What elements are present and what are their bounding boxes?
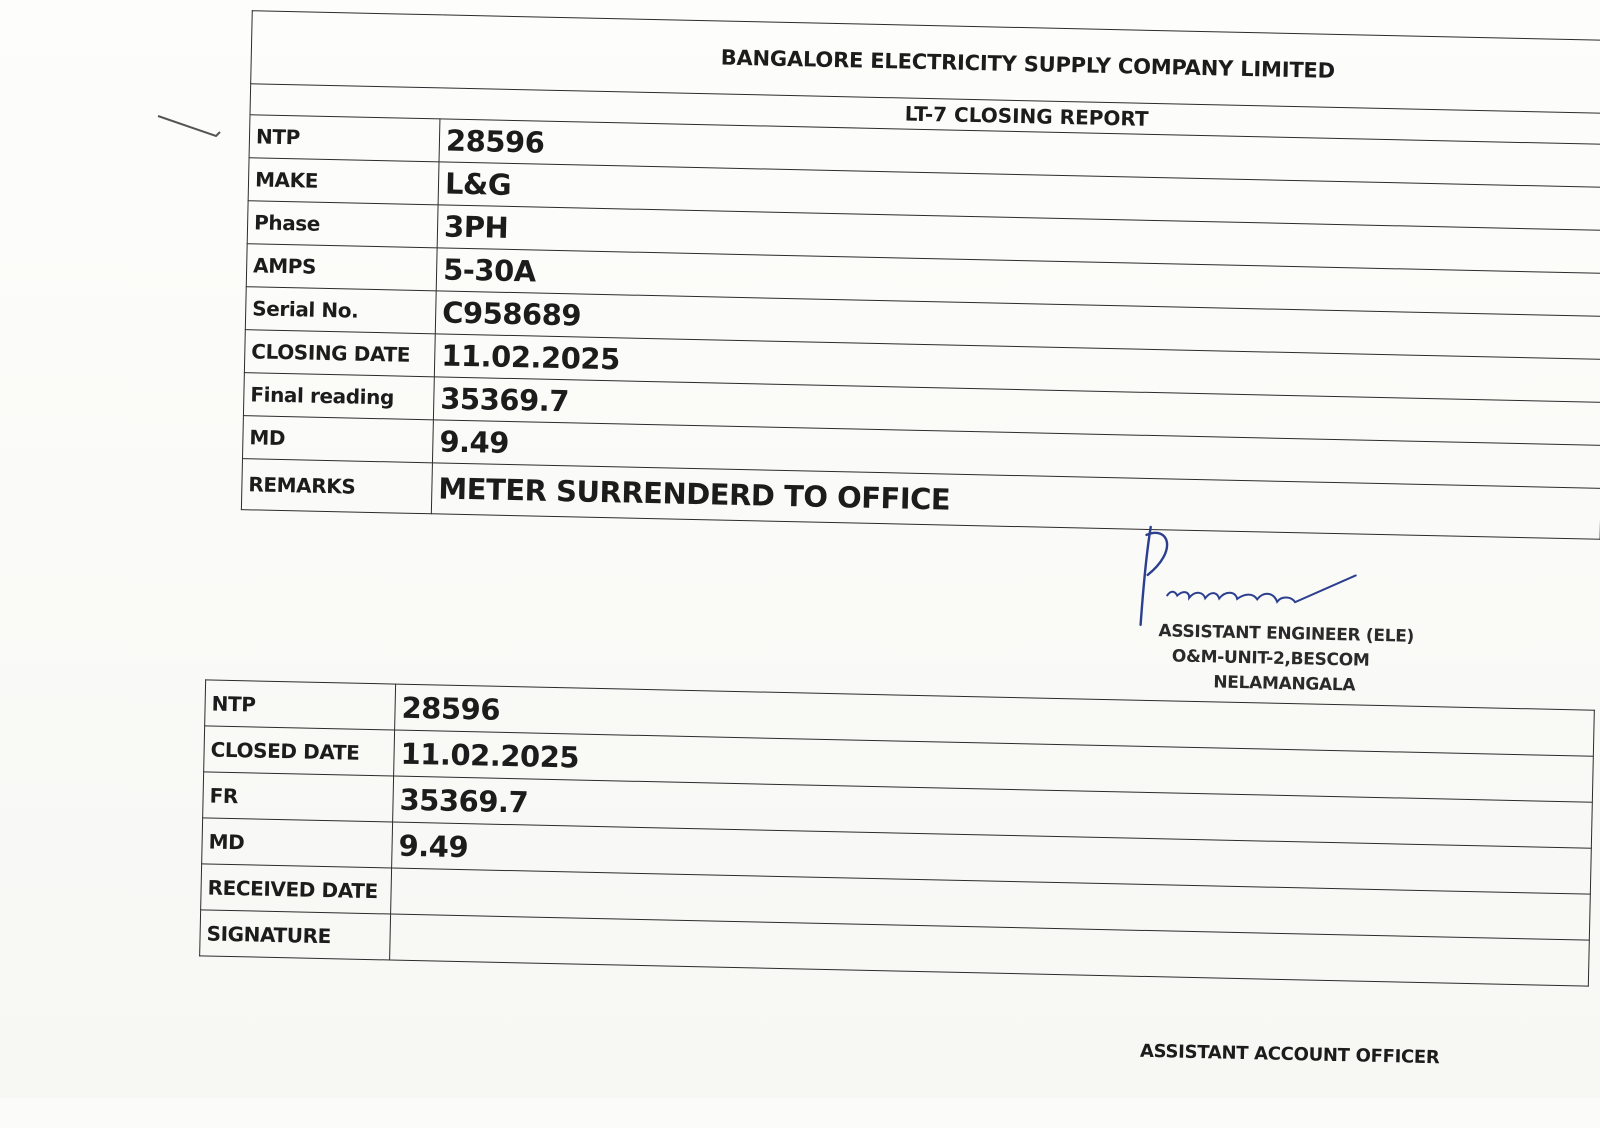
designation-location: NELAMANGALA xyxy=(1213,672,1356,696)
field-value: L&G xyxy=(438,162,1600,230)
designation-unit: O&M-UNIT-2,BESCOM xyxy=(1171,646,1370,671)
closing-report-table xyxy=(241,10,1600,540)
acknowledgement-table xyxy=(199,679,1595,986)
field-value: 11.02.2025 xyxy=(394,730,1594,802)
field-label: Phase xyxy=(247,201,438,248)
field-value: C958689 xyxy=(435,291,1600,359)
field-value: 9.49 xyxy=(392,822,1592,894)
field-label: MD xyxy=(202,818,393,868)
field-label: NTP xyxy=(249,115,440,162)
report-title: LT-7 CLOSING REPORT xyxy=(250,84,1600,145)
field-value: METER SURRENDERD TO OFFICE xyxy=(431,463,1600,539)
field-label: Serial No. xyxy=(245,287,436,334)
field-label: REMARKS xyxy=(241,459,432,514)
field-label: FR xyxy=(203,772,394,822)
field-value: 35369.7 xyxy=(433,377,1600,445)
field-value: 11.02.2025 xyxy=(434,334,1600,402)
field-label: SIGNATURE xyxy=(200,910,391,960)
signature-block xyxy=(1135,525,1439,712)
field-value: 28596 xyxy=(395,684,1595,756)
field-label: MAKE xyxy=(248,158,439,205)
field-value: 3PH xyxy=(437,205,1600,273)
field-label: AMPS xyxy=(246,244,437,291)
field-value: 28596 xyxy=(439,119,1600,187)
field-label: RECEIVED DATE xyxy=(201,864,392,914)
field-label: MD xyxy=(242,416,433,463)
company-name: BANGALORE ELECTRICITY SUPPLY COMPANY LIMITED xyxy=(251,11,1600,114)
account-officer-label: ASSISTANT ACCOUNT OFFICER xyxy=(1139,1040,1440,1069)
field-label: NTP xyxy=(205,680,396,730)
field-value: 35369.7 xyxy=(393,776,1593,848)
field-label: CLOSING DATE xyxy=(244,330,435,377)
field-value: 5-30A xyxy=(436,248,1600,316)
field-value: 9.49 xyxy=(432,420,1600,488)
designation-title: ASSISTANT ENGINEER (ELE) xyxy=(1158,621,1415,647)
field-label: CLOSED DATE xyxy=(204,726,395,776)
field-label: Final reading xyxy=(243,373,434,420)
